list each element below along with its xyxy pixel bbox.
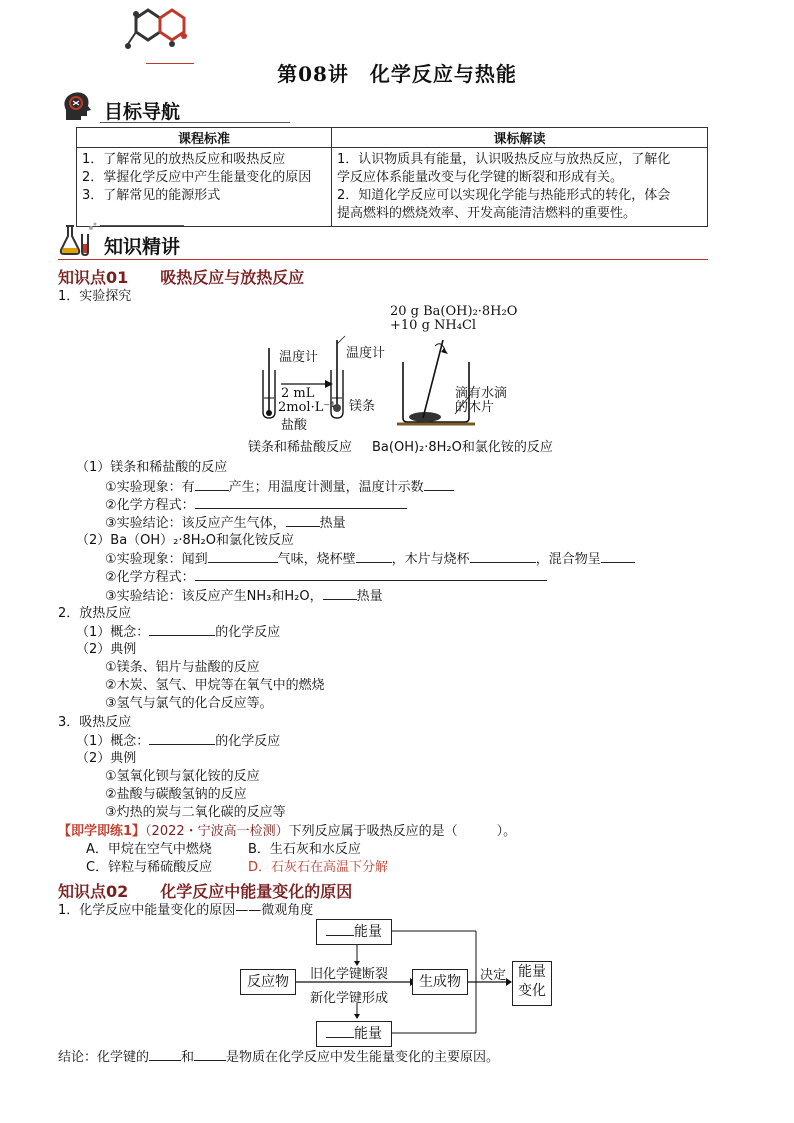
answer-blank[interactable]: [470, 550, 536, 563]
table-cell: [332, 148, 708, 227]
text: 的化学反应: [215, 625, 281, 640]
option-c[interactable]: C．锌粒与稀硫酸反应: [86, 860, 213, 875]
section-rule-knowledge: [100, 225, 184, 226]
kp2-item1: 1．化学反应中能量变化的原因——微观角度: [58, 903, 314, 918]
kp1-item2: 2．放热反应: [58, 606, 132, 621]
interpretation-line: 学反应体系能量改变与化学键的断裂和形成有关。: [337, 170, 624, 185]
kp1-s1-equation: [105, 496, 407, 514]
fig-caption-left: 镁条和稀盐酸反应: [248, 440, 353, 455]
answer-blank[interactable]: [149, 623, 215, 636]
kp1-title: 知识点01 吸热反应与放热反应: [58, 268, 305, 287]
standards-table: [76, 127, 708, 227]
fig-reagent2: +10 g NH₄Cl: [390, 318, 477, 333]
text: 变化: [518, 983, 546, 999]
kp1-item1: 1．实验探究: [58, 289, 132, 304]
box-top-energy: [316, 919, 392, 945]
answer-blank[interactable]: [195, 568, 547, 581]
text: 能量: [354, 924, 382, 940]
exo-concept: [76, 623, 280, 641]
brain-head-icon: [60, 90, 94, 122]
kp2-conclusion: [58, 1048, 499, 1066]
text: ，木片与烧杯: [391, 552, 470, 567]
practice-stem: 下列反应属于吸热反应的是（ ）。: [288, 824, 517, 839]
answer-blank[interactable]: [326, 921, 354, 936]
endo-example: ①氢氧化钡与氯化铵的反应: [105, 769, 260, 784]
answer-blank[interactable]: [286, 514, 320, 527]
section-heading-knowledge: 知识精讲: [104, 236, 181, 258]
endo-examples-label: （2）典例: [76, 751, 137, 766]
kp1-item3: 3．吸热反应: [58, 715, 132, 730]
interpretation-line: 1．认识物质具有能量，认识吸热反应与放热反应，了解化: [337, 152, 671, 167]
kp2-title: 知识点02 化学反应中能量变化的原因: [58, 882, 353, 901]
fig-reagent1: 20 g Ba(OH)₂·8H₂O: [390, 304, 518, 319]
fig-thermometer-left: 温度计: [279, 350, 319, 365]
fig-magnesium: 镁条: [349, 399, 376, 414]
endo-concept: [76, 732, 280, 750]
text: ①实验现象：闻到: [105, 552, 208, 567]
fig-acid-volume: 2 mL: [281, 386, 315, 401]
fig-acid-name: 盐酸: [281, 418, 308, 433]
answer-blank[interactable]: [195, 478, 229, 491]
text: 热量: [356, 589, 383, 604]
fig-acid-conc: 2mol·L⁻¹: [278, 400, 336, 415]
option-d[interactable]: D．石灰石在高温下分解: [248, 860, 389, 875]
practice-question: [58, 823, 516, 840]
table-header: 课标解读: [332, 128, 708, 148]
answer-blank[interactable]: [356, 550, 392, 563]
answer-blank[interactable]: [149, 1048, 181, 1061]
fig-caption-right: Ba(OH)₂·8H₂O和氯化铵的反应: [372, 440, 553, 455]
text: 能量: [518, 964, 546, 980]
label-decide: 决定: [480, 968, 507, 983]
kp1-sub1: （1）镁条和稀盐酸的反应: [76, 460, 228, 475]
kp1-s2-conclusion: [105, 587, 383, 605]
standard-item: 1．了解常见的放热反应和吸热反应: [82, 152, 286, 167]
exo-examples-label: （2）典例: [76, 642, 137, 657]
answer-blank[interactable]: [601, 550, 635, 563]
answer-blank[interactable]: [208, 550, 278, 563]
text: （1）概念：: [76, 625, 150, 640]
label-bond-form: 新化学键形成: [310, 991, 389, 1006]
text: 产生；用温度计测量，温度计示数: [228, 480, 424, 495]
table-cell: [77, 148, 332, 227]
standard-item: 3．了解常见的能源形式: [82, 188, 221, 203]
page-title: 第08讲 化学反应与热能: [277, 62, 517, 86]
box-product: 生成物: [412, 969, 468, 995]
fig-wood-1: 滴有水滴: [455, 386, 508, 401]
answer-blank[interactable]: [195, 496, 407, 509]
box-bottom-energy: [316, 1021, 392, 1047]
kp1-sub2: （2）Ba（OH）₂·8H₂O和氯化铵反应: [76, 533, 294, 548]
box-reactant: 反应物: [240, 969, 296, 995]
text: ①实验现象：有: [105, 480, 195, 495]
text: 是物质在化学反应中发生能量变化的主要原因。: [226, 1050, 500, 1065]
endo-example: ③灼热的炭与二氧化碳的反应等: [105, 805, 286, 820]
flask-icon: [58, 222, 98, 256]
test-tube-icon: [263, 348, 275, 418]
text: 结论：化学键的: [58, 1050, 150, 1065]
option-b[interactable]: B．生石灰和水反应: [248, 842, 361, 857]
section-rule-full: [58, 259, 708, 260]
answer-blank[interactable]: [149, 732, 215, 745]
kp1-s2-phenomenon: [105, 550, 635, 568]
kp1-s1-phenomenon: [105, 478, 454, 496]
kp1-s2-equation: [105, 568, 547, 586]
text: （1）概念：: [76, 734, 150, 749]
exo-example: ③氢气与氯气的化合反应等。: [105, 696, 273, 711]
practice-tag: 【即学即练1】: [58, 824, 146, 839]
label-bond-break: 旧化学键断裂: [310, 967, 389, 982]
text: ③实验结论：该反应产生NH₃和H₂O，: [105, 589, 323, 604]
practice-source: （2022・宁波高一检测）: [145, 824, 289, 839]
text: ③实验结论：该反应产生气体，: [105, 516, 286, 531]
molecule-logo-icon: [122, 0, 194, 56]
answer-blank[interactable]: [424, 478, 454, 491]
exo-example: ②木炭、氢气、甲烷等在氧气中的燃烧: [105, 678, 325, 693]
answer-blank[interactable]: [326, 1023, 354, 1038]
text: 能量: [354, 1026, 382, 1042]
kp1-s1-conclusion: [105, 514, 346, 532]
text: ，混合物呈: [535, 552, 601, 567]
text: ②化学方程式：: [105, 570, 195, 585]
text: ②化学方程式：: [105, 498, 195, 513]
text: 和: [181, 1050, 195, 1065]
section-heading-goals: 目标导航: [104, 101, 181, 123]
fig-thermometer-right: 温度计: [346, 346, 386, 361]
text: 的化学反应: [215, 734, 281, 749]
table-header: 课程标准: [77, 128, 332, 148]
interpretation-line: 提高燃料的燃烧效率、开发高能清洁燃料的重要性。: [337, 206, 637, 221]
text: 热量: [319, 516, 346, 531]
fig-wood-2: 的木片: [455, 400, 495, 415]
endo-example: ②盐酸与碳酸氢钠的反应: [105, 787, 247, 802]
section-rule-goals: [100, 122, 290, 123]
answer-blank[interactable]: [194, 1048, 226, 1061]
box-energy-change: [512, 961, 552, 1006]
option-a[interactable]: A．甲烷在空气中燃烧: [86, 842, 212, 857]
standard-item: 2．掌握化学反应中产生能量变化的原因: [82, 170, 312, 185]
text: 气味，烧杯壁: [277, 552, 356, 567]
interpretation-line: 2．知道化学反应可以实现化学能与热能形式的转化，体会: [337, 188, 671, 203]
exo-example: ①镁条、铝片与盐酸的反应: [105, 660, 260, 675]
answer-blank[interactable]: [323, 587, 357, 600]
